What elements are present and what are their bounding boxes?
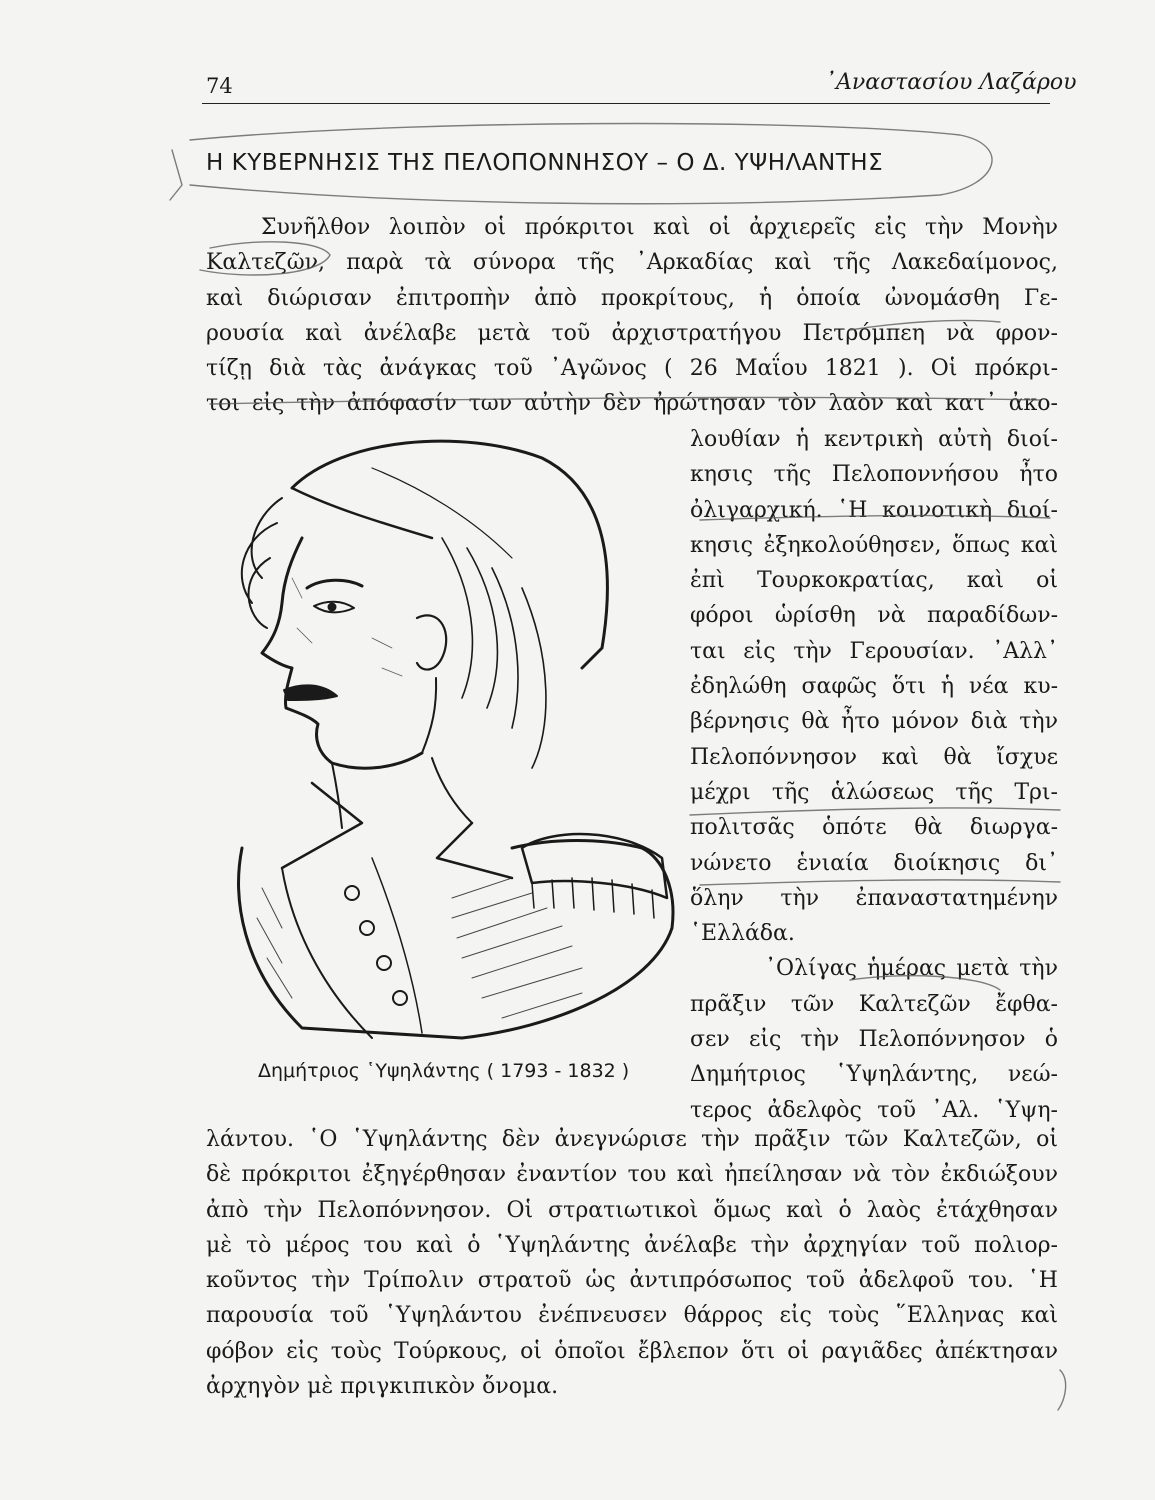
text-line: φόβον εἰς τοὺς Τούρκους, οἱ ὁποῖοι ἔβλεπον ὅτι οἱ ραγιᾶδες ἀπέκτησαν — [206, 1338, 1058, 1364]
text-line: ὀλιγαρχική. ῾Η κοινοτικὴ διοί- — [690, 497, 1058, 523]
text-line: κοῦντος τὴν Τρίπολιν στρατοῦ ὡς ἀντιπρόσωπος τοῦ ἀδελφοῦ του. ῾Η — [206, 1268, 1058, 1294]
text-line: Δημήτριος ῾Υψηλάντης, νεώ- — [690, 1062, 1058, 1088]
figure-caption: Δημήτριος ῾Υψηλάντης ( 1793 - 1832 ) — [258, 1060, 630, 1082]
side-column — [690, 422, 1058, 1128]
text-line: ἀπὸ τὴν Πελοπόννησον. Οἱ στρατιωτικοὶ ὅμως καὶ ὁ λαὸς ἐτάχθησαν — [206, 1197, 1058, 1223]
text-line: κησις τῆς Πελοποννήσου ἦτο — [690, 462, 1058, 488]
paragraph-2 — [206, 1122, 1058, 1404]
paragraph-1 — [206, 210, 1058, 422]
chapter-title: Η ΚΥΒΕΡΝΗΣΙΣ ΤΗΣ ΠΕΛΟΠΟΝΝΗΣΟΥ – Ο Δ. ΥΨΗΛΑΝΤΗΣ — [206, 150, 884, 176]
text-line: πολιτσᾶς ὁπότε θὰ διωργα- — [690, 815, 1058, 841]
text-line: τερος ἀδελφὸς τοῦ ᾿Αλ. ῾Υψη- — [690, 1097, 1058, 1123]
text-line: ἐπὶ Τουρκοκρατίας, καὶ οἱ — [690, 568, 1058, 594]
text-line: παρουσία τοῦ ῾Υψηλάντου ἐνέπνευσεν θάρρος εἰς τοὺς ῞Ελληνας καὶ — [206, 1303, 1058, 1329]
text-line: πρᾶξιν τῶν Καλτεζῶν ἔφθα- — [690, 991, 1058, 1017]
text-line: ται εἰς τὴν Γερουσίαν. ᾿Αλλ᾿ — [690, 638, 1058, 664]
text-line: ρουσία καὶ ἀνέλαβε μετὰ τοῦ ἀρχιστρατήγου Πετρόμπεη νὰ φρον- — [206, 320, 1058, 346]
text-line: ῾Ελλάδα. — [690, 921, 795, 947]
text-line: βέρνησις θὰ ἦτο μόνον διὰ τὴν — [690, 709, 1058, 735]
text-line: Καλτεζῶν, παρὰ τὰ σύνορα τῆς ᾿Αρκαδίας καὶ τῆς Λακεδαίμονος, — [206, 250, 1058, 276]
text-line: ᾿Ολίγας ἡμέρας μετὰ τὴν — [765, 956, 1058, 982]
text-line: φόροι ὡρίσθη νὰ παραδίδων- — [690, 603, 1058, 629]
text-line: καὶ διώρισαν ἐπιτροπὴν ἀπὸ προκρίτους, ἡ ὁποία ὠνομάσθη Γε- — [206, 285, 1058, 311]
text-line: λουθίαν ἡ κεντρικὴ αὐτὴ διοί- — [690, 427, 1058, 452]
text-line: Συνῆλθον λοιπὸν οἱ πρόκριτοι καὶ οἱ ἀρχιερεῖς εἰς τὴν Μονὴν — [261, 215, 1058, 240]
text-line: δὲ πρόκριτοι ἐξηγέρθησαν ἐναντίον του καὶ ἠπείλησαν νὰ τὸν ἐκδιώξουν — [206, 1162, 1058, 1188]
text-line: ἐδηλώθη σαφῶς ὅτι ἡ νέα κυ- — [690, 674, 1058, 700]
text-line: κησις ἐξηκολούθησεν, ὅπως καὶ — [690, 532, 1058, 558]
text-line: ὅλην τὴν ἐπαναστατημένην — [690, 885, 1058, 911]
text-line: ἀρχηγὸν μὲ πριγκιπικὸν ὄνομα. — [206, 1374, 559, 1400]
text-line: σεν εἰς τὴν Πελοπόννησον ὁ — [690, 1027, 1058, 1053]
running-title: ᾿Αναστασίου Λαζάρου — [825, 70, 1077, 95]
text-line: τοι εἰς τὴν ἀπόφασίν των αὐτὴν δὲν ἠρώτησαν τὸν λαὸν καὶ κατ᾿ ἀκο- — [206, 391, 1058, 417]
portrait-engraving — [222, 428, 682, 1048]
header-rule — [202, 103, 1050, 104]
text-line: μὲ τὸ μέρος του καὶ ὁ ῾Υψηλάντης ἀνέλαβε τὴν ἀρχηγίαν τοῦ πολιορ- — [206, 1232, 1058, 1258]
text-line: νώνετο ἑνιαία διοίκησις δι᾿ — [690, 850, 1058, 876]
page-number: 74 — [206, 74, 233, 98]
text-line: τίζῃ διὰ τὰς ἀνάγκας τοῦ ᾿Αγῶνος ( 26 Μαΐου 1821 ). Οἱ πρόκρι- — [206, 356, 1058, 382]
text-line: μέχρι τῆς ἁλώσεως τῆς Τρι- — [690, 779, 1058, 805]
text-line: λάντου. ῾Ο ῾Υψηλάντης δὲν ἀνεγνώρισε τὴν πρᾶξιν τῶν Καλτεζῶν, οἱ — [206, 1127, 1058, 1152]
text-line: Πελοπόννησον καὶ θὰ ἴσχυε — [690, 744, 1058, 770]
